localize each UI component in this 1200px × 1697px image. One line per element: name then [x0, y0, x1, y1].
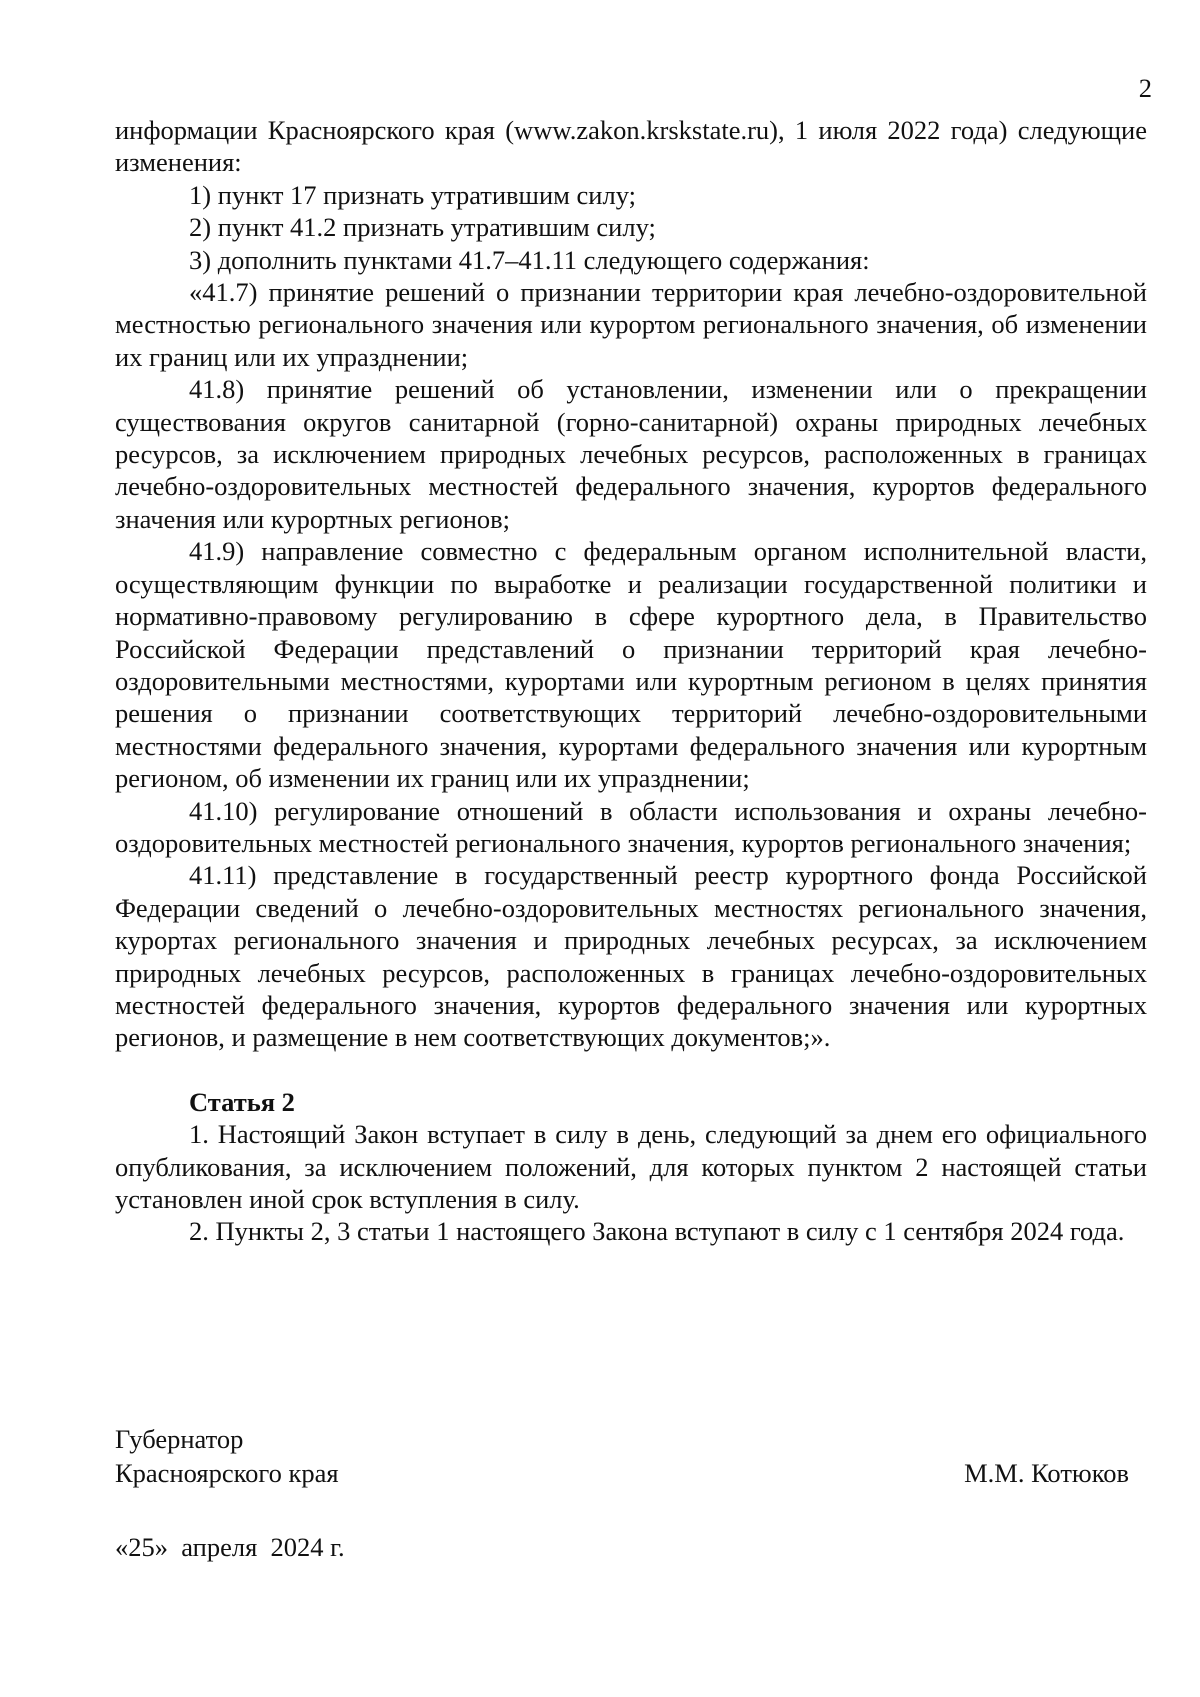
page-number: 2	[1138, 73, 1152, 103]
paragraph-item-3: 3) дополнить пунктами 41.7–41.11 следующего содержания:	[189, 244, 870, 275]
signer-title-line2: Красноярского края	[115, 1458, 339, 1488]
paragraph-41-7: «41.7) принятие решений о признании территории края лечебно-оздоровительной местностью регионального значения или курортом регионального значения, об изменении их границ или их упразднении;	[115, 277, 1147, 372]
signer-name: М.М. Котюков	[964, 1458, 1129, 1488]
article-2-item-2: 2. Пункты 2, 3 статьи 1 настоящего Закона вступают в силу с 1 сентября 2024 года.	[189, 1216, 1125, 1247]
paragraph-41-11: 41.11) представление в государственный реестр курортного фонда Российской Федерации сведений о лечебно-оздоровительных местностях регионального значения, курортах регионального значения и природных лечебных ресурсах, за исключением природных лечебных ресурсов, расположенных в границах лечебно-оздоровительных местностей федерального значения, курортов федерального значения или курортных регионов, и размещение в нем соответствующих документов;».	[115, 860, 1147, 1053]
paragraph-item-2: 2) пункт 41.2 признать утратившим силу;	[189, 212, 656, 243]
paragraph-41-8: 41.8) принятие решений об установлении, изменении или о прекращении существования округов санитарной (горно-санитарной) охраны природных лечебных ресурсов, за исключением природных лечебных ресурсов, расположенных в границах лечебно-оздоровительных местностей федерального значения, курортов федерального значения или курортных регионов;	[115, 374, 1147, 534]
signer-title-line1: Губернатор	[115, 1424, 244, 1454]
paragraph-item-1: 1) пункт 17 признать утратившим силу;	[189, 179, 636, 210]
article-2-item-1: 1. Настоящий Закон вступает в силу в день, следующий за днем его официального опубликования, за исключением положений, для которых пунктом 2 настоящей статьи установлен иной срок вступления в силу.	[115, 1119, 1147, 1214]
paragraph-41-9: 41.9) направление совместно с федеральным органом исполнительной власти, осуществляющим функции по выработке и реализации государственной политики и нормативно-правовому регулированию в сфере курортного дела, в Правительство Российской Федерации представлений о признании территорий края лечебно-оздоровительными местностями, курортами или курортным регионом в целях принятия решения о признании соответствующих территорий лечебно-оздоровительными местностями федерального значения, курортами федерального значения или курортным регионом, об изменении их границ или их упразднении;	[115, 536, 1147, 794]
signing-date: «25» апреля 2024 г.	[115, 1532, 345, 1562]
article-2-heading: Статья 2	[189, 1086, 295, 1117]
signer-row	[115, 1456, 1147, 1490]
paragraph-intro: информации Красноярского края (www.zakon.krskstate.ru), 1 июля 2022 года) следующие изменения:	[115, 115, 1147, 178]
signature-block	[115, 1422, 1147, 1490]
paragraph-41-10: 41.10) регулирование отношений в области использования и охраны лечебно-оздоровительных местностей регионального значения, курортов регионального значения;	[115, 795, 1147, 858]
document-body	[115, 114, 1147, 1248]
